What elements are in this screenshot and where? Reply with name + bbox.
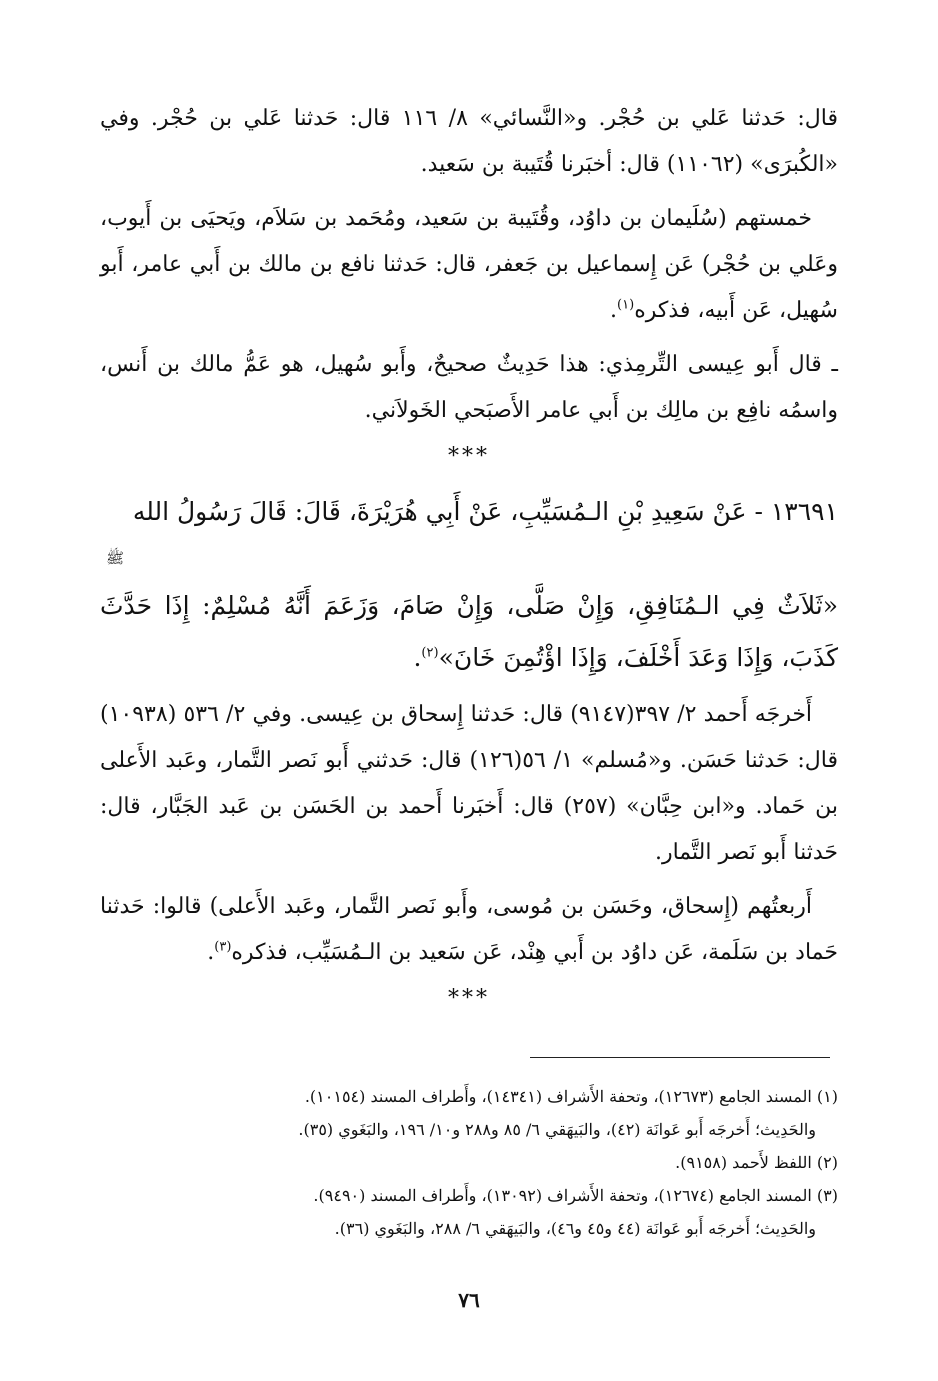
narrators-paragraph: خمستهم (سُلَيمان بن داوُد، وقُتَيبة بن سَعيد، ومُحَمد بن سَلاَم، ويَحيَى بن أَيوب، وعَلي بن حُجْر) عَن إِسماعيل بن جَعفر، قال: حَدثنا نافع بن مالك بن أَبي عامر، أَبو سُهيل، عَن أَبيه، فذكره$^{(١)}$. — [100, 206, 838, 323]
footnote-3-continuation: والحَدِيث؛ أَخرجَه أَبو عَوانَة (٤٤ و٤٥ و٤٦)، والبَيهَقي ٦/ ٢٨٨، والبَغَوي (٣٦). — [334, 1219, 816, 1238]
narrators-summary: أَربعتُهم (إِسحاق، وحَسَن بن مُوسى، وأَبو نَصر التَّمار، وعَبد الأَعلى) قالوا: حَدثنا حَماد بن سَلَمة، عَن داوُد بن أَبي هِنْد، عَن سَعيد بن الـمُسَيِّب، فذكره$^{(٣)}$. — [100, 894, 838, 965]
footnote-1: (١) المسند الجامع (١٢٦٧٣)، وتحفة الأَشراف (١٤٣٤١)، وأَطراف المسند (١٠١٥٤). — [304, 1087, 838, 1106]
salutation-glyph: ﷺ — [106, 549, 125, 567]
footnote-divider — [530, 1057, 830, 1058]
takhrij-paragraph-continued: قال: حَدثنا عَلي بن حُجْر. و«النَّسائي» ٨/ ١١٦ قال: حَدثنا عَلي بن حُجْر. وفي «الكُبرَى» (١١٠٦٢) قال: أخبَرنا قُتَيبة بن سَعيد. — [100, 106, 839, 177]
section-separator: *** — [448, 444, 490, 469]
takhrij-paragraph: أَخرجَه أَحمد ٢/ ٣٩٧(٩١٤٧) قال: حَدثنا إِسحاق بن عِيسى. وفي ٢/ ٥٣٦ (١٠٩٣٨) قال: حَدثنا حَسَن. و«مُسلم» ١/ ٥٦(١٢٦) قال: حَدثني أَبو نَصر التَّمار، وعَبد الأَعلى بن حَماد. و«ابن حِبَّان» (٢٥٧) قال: أَخبَرنا أَحمد بن الحَسَن بن عَبد الجَبَّار، قال: حَدثنا أَبو نَصر التَّمار. — [100, 702, 839, 865]
footnote-3: (٣) المسند الجامع (١٢٦٧٤)، وتحفة الأَشراف (١٣٠٩٢)، وأَطراف المسند (٩٤٩٠). — [313, 1186, 838, 1205]
footnote-mark-1: (١) — [617, 297, 635, 313]
footnote-2: (٢) اللفظ لأَحمد (٩١٥٨). — [675, 1153, 838, 1172]
hadith-text: «ثَلاَثٌ فِي الـمُنَافِقِ، وَإِنْ صَلَّى، وَإِنْ صَامَ، وَزَعَمَ أَنَّهُ مُسْلِمٌ: إِذَا حَدَّثَ كَذَبَ، وَإِذَا وَعَدَ أَخْلَفَ، وَإِذَا اؤْتُمِنَ خَانَ»$^{(٢)}$. — [100, 591, 838, 672]
footnote-1-continuation: والحَدِيث؛ أَخرجَه أَبو عَوانَة (٤٢)، والبَيهَقي ٦/ ٨٥ و٢٨٨ و١٠/ ١٩٦، والبَغَوي (٣٥). — [298, 1120, 816, 1139]
hadith-intro: ١٣٦٩١ - عَنْ سَعِيدِ بْنِ الـمُسَيِّبِ، عَنْ أَبِي هُرَيْرَةَ، قَالَ: قَالَ رَسُولُ الله — [132, 497, 838, 526]
main-text — [100, 96, 838, 1028]
footnotes — [100, 1080, 838, 1245]
section-separator-end: *** — [448, 986, 490, 1011]
tirmidhi-comment: ـ قال أَبو عِيسى التِّرمِذي: هذا حَدِيثٌ صحيحٌ، وأَبو سُهيل، هو عَمُّ مالك بن أَنس، واسمُه نافِع بن مالِك بن أَبي عامر الأَصبَحي الخَولاَني. — [100, 352, 838, 423]
page-number: ٧٦ — [458, 1288, 480, 1312]
footnote-mark-3: (٣) — [214, 939, 232, 955]
footnote-mark-2: (٢) — [421, 645, 439, 661]
